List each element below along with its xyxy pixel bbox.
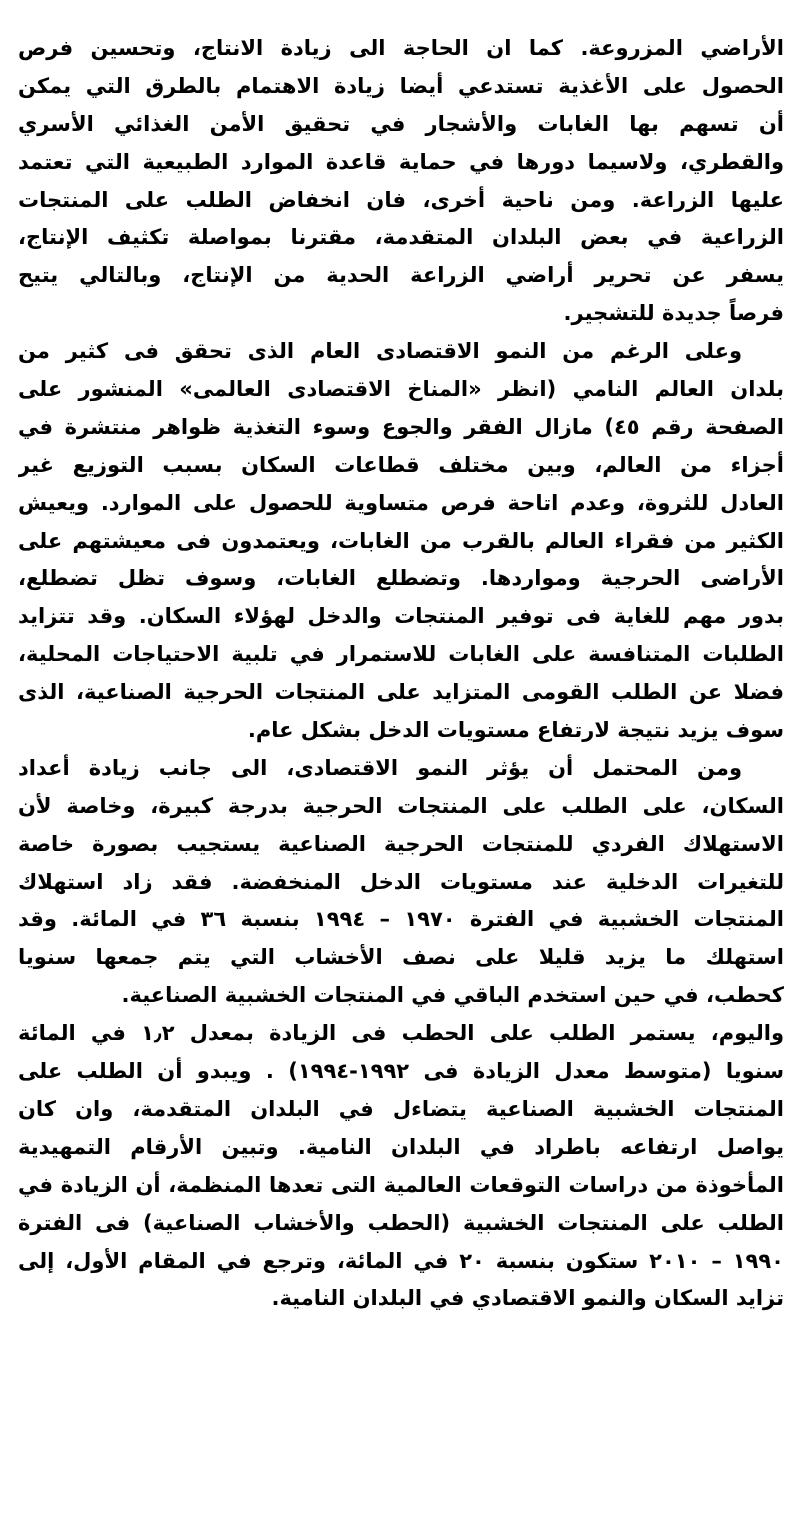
text-line: العادل للثروة، وعدم اتاحة فرص متساوية للحصول على الموارد. ويعيش (18, 490, 784, 515)
paragraph (18, 1015, 784, 1318)
text-line: الكثير من فقراء العالم بالقرب من الغابات، ويعتمدون فى معيشتهم على (18, 528, 784, 553)
text-line: ١٩٩٠ – ٢٠١٠ ستكون بنسبة ٢٠ في المائة، وترجع في المقام الأول، إلى (18, 1248, 784, 1273)
text-line: أن تسهم بها الغابات والأشجار في تحقيق الأمن الغذائي الأسري (18, 111, 784, 136)
text-line: الأراضى الحرجية ومواردها. وتضطلع الغابات، وسوف تظل تضطلع، (18, 566, 784, 591)
text-line: واليوم، يستمر الطلب على الحطب فى الزيادة بمعدل ١٫٢ في المائة (18, 1021, 784, 1046)
text-line: الصفحة رقم ٤٥) مازال الفقر والجوع وسوء التغذية ظواهر منتشرة في (18, 414, 784, 439)
text-line: ومن المحتمل أن يؤثر النمو الاقتصادى، الى جانب زيادة أعداد (18, 755, 742, 780)
text-line: الحصول على الأغذية تستدعي أيضا زيادة الاهتمام بالطرق التي يمكن (18, 73, 784, 98)
text-line: كحطب، في حين استخدم الباقي في المنتجات الخشبية الصناعية. (121, 983, 784, 1008)
text-line: فرصاً جديدة للتشجير. (563, 301, 784, 326)
text-line: الأراضي المزروعة. كما ان الحاجة الى زيادة الانتاج، وتحسين فرص (18, 36, 784, 60)
text-line: الطلبات المتنافسة على الغابات للاستمرار في تلبية الاحتياجات المحلية، (18, 642, 784, 667)
text-line: بلدان العالم النامي (انظر «المناخ الاقتصادى العالمى» المنشور على (18, 377, 784, 402)
paragraph (18, 30, 784, 333)
text-line: يسفر عن تحرير أراضي الزراعة الحدية من الإنتاج، وبالتالي يتيح (18, 263, 784, 288)
text-line: والقطري، ولاسيما دورها في حماية قاعدة الموارد الطبيعية التي تعتمد (18, 149, 784, 174)
text-line: الزراعية في بعض البلدان المتقدمة، مقترنا بمواصلة تكثيف الإنتاج، (18, 225, 784, 250)
paragraph (18, 333, 784, 750)
text-line: عليها الزراعة. ومن ناحية أخرى، فان انخفاض الطلب على المنتجات (18, 187, 784, 212)
document-page (18, 30, 784, 1318)
text-line: المنتجات الخشبية في الفترة ١٩٧٠ – ١٩٩٤ بنسبة ٣٦ في المائة. وقد (18, 907, 784, 932)
text-line: يواصل ارتفاعه باطراد في البلدان النامية. وتبين الأرقام التمهيدية (18, 1134, 784, 1159)
text-line: فضلا عن الطلب القومى المتزايد على المنتجات الحرجية الصناعية، الذى (18, 680, 784, 705)
paragraph (18, 750, 784, 1015)
text-line: سوف يزيد نتيجة لارتفاع مستويات الدخل بشكل عام. (247, 718, 784, 743)
text-line: بدور مهم للغاية فى توفير المنتجات والدخل لهؤلاء السكان. وقد تتزايد (18, 604, 784, 629)
text-line: تزايد السكان والنمو الاقتصادي في البلدان النامية. (271, 1286, 784, 1311)
text-line: الطلب على المنتجات الخشبية (الحطب والأخشاب الصناعية) فى الفترة (18, 1210, 784, 1235)
text-line: السكان، على الطلب على المنتجات الحرجية بدرجة كبيرة، وخاصة لأن (18, 793, 784, 818)
text-line: المنتجات الخشبية الصناعية يتضاءل في البلدان المتقدمة، وان كان (18, 1096, 784, 1121)
text-line: للتغيرات الدخلية عند مستويات الدخل المنخفضة. فقد زاد استهلاك (18, 869, 784, 894)
text-line: سنويا (متوسط معدل الزيادة فى ١٩٩٢-١٩٩٤) . ويبدو أن الطلب على (18, 1059, 784, 1084)
text-line: المأخوذة من دراسات التوقعات العالمية التى تعدها المنظمة، أن الزيادة في (18, 1172, 784, 1197)
text-line: الاستهلاك الفردي للمنتجات الحرجية الصناعية يستجيب بصورة خاصة (18, 831, 784, 856)
text-line: أجزاء من العالم، وبين مختلف قطاعات السكان بسبب التوزيع غير (18, 452, 784, 477)
text-line: استهلك ما يزيد قليلا على نصف الأخشاب التي يتم جمعها سنويا (18, 945, 784, 970)
text-line: وعلى الرغم من النمو الاقتصادى العام الذى تحقق فى كثير من (18, 339, 742, 364)
